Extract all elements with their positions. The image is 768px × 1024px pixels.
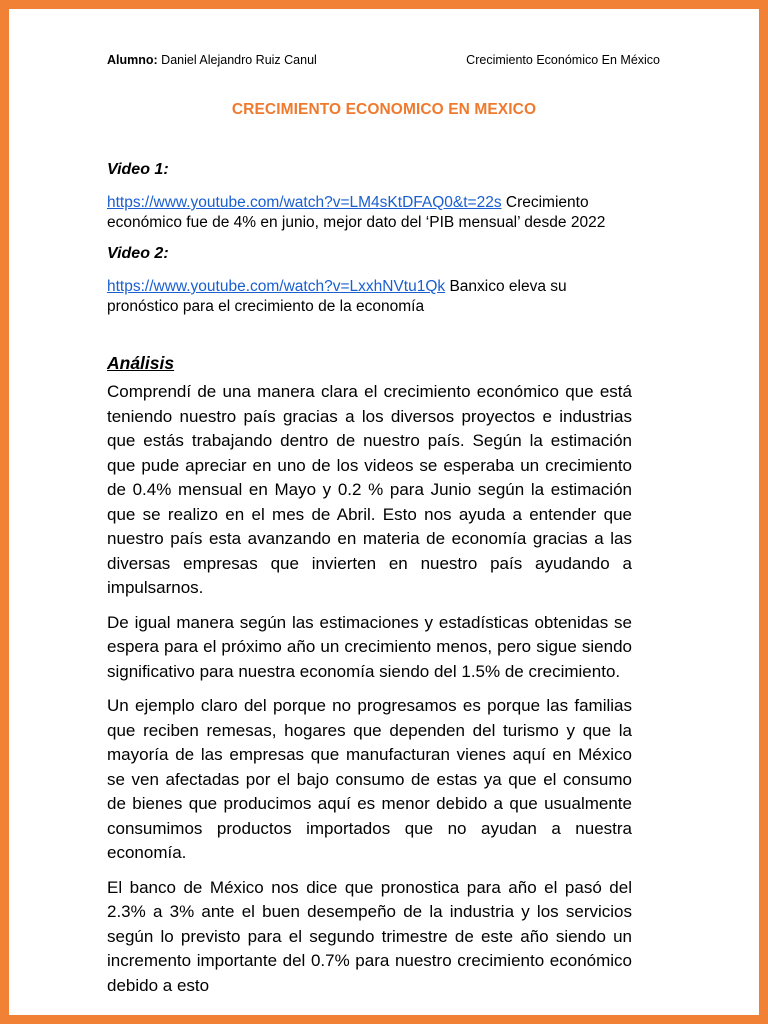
video-2-description: Banxico eleva su pronóstico para el crecimiento de la economía bbox=[107, 278, 567, 315]
document-title: CRECIMIENTO ECONOMICO EN MEXICO bbox=[231, 101, 537, 118]
analysis-paragraph-1: Comprendí de una manera clara el crecimiento económico que está teniendo nuestro país gracias a los diversos proyectos e industrias que estás trabajando dentro de nuestro país. Según la estimación que pude apreciar en uno de los videos se esperaba un crecimiento de 0.4% mensual en Mayo y 0.2 % para Junio según la estimación que se realizo en el mes de Abril. Esto nos ayuda a entender que nuestro país esta avanzando en materia de economía gracias a las diversas empresas que invierten en nuestro país ayudando a impulsarnos. bbox=[107, 382, 632, 597]
student-name: Daniel Alejandro Ruiz Canul bbox=[161, 53, 317, 67]
analysis-paragraph-4: El banco de México nos dice que pronostica para año el pasó del 2.3% a 3% ante el buen desempeño de la industria y los servicios según lo previsto para el segundo trimestre de este año siendo un incremento importante del 0.7% para nuestro crecimiento económico debido a esto bbox=[107, 877, 632, 995]
video-2-entry bbox=[107, 277, 632, 317]
analysis-paragraph-2: De igual manera según las estimaciones y estadísticas obtenidas se espera para el próximo año un crecimiento menos, pero sigue siendo significativo para nuestra economía siendo del 1.5% de crecimiento. bbox=[107, 612, 632, 681]
student-label: Alumno: bbox=[107, 53, 158, 67]
video-1-description: Crecimiento económico fue de 4% en junio, mejor dato del ‘PIB mensual’ desde 2022 bbox=[107, 194, 606, 231]
header-doc-title: Crecimiento Económico En México bbox=[466, 53, 660, 67]
analysis-heading: Análisis bbox=[107, 353, 175, 373]
video-1-link[interactable]: https://www.youtube.com/watch?v=LM4sKtDFAQ0&t=22s bbox=[107, 194, 502, 211]
document-body bbox=[107, 161, 632, 1008]
video-2-link[interactable]: https://www.youtube.com/watch?v=LxxhNVtu1Qk bbox=[107, 278, 446, 295]
student-info bbox=[107, 53, 317, 67]
video-1-entry bbox=[107, 193, 632, 233]
video-1-label: Video 1: bbox=[107, 161, 169, 178]
analysis-paragraph-3: Un ejemplo claro del porque no progresamos es porque las familias que reciben remesas, hogares que dependen del turismo y que la mayoría de las empresas que manufacturan vienes aquí en México se ven afectadas por el bajo consumo de estas ya que el consumo de bienes que producimos aquí es menor debido a que usualmente consumimos productos importados que no ayudan a nuestra economía. bbox=[107, 696, 632, 862]
page-header bbox=[107, 53, 660, 67]
video-2-label: Video 2: bbox=[107, 245, 169, 262]
